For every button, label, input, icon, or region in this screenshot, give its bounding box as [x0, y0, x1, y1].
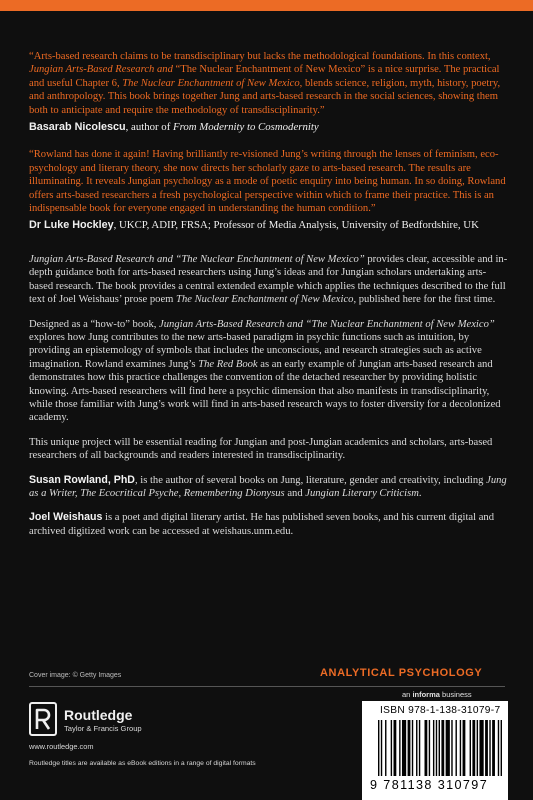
publisher-website: www.routledge.com — [29, 742, 94, 751]
quote-nicolescu: “Arts-based research claims to be transdisciplinary but lacks the methodological foundations. In this context, Jungian Arts-Based Research and “The Nuclear Enchantment of New Mexico” is a nice surprise. The practical and useful Chapter 6, The Nuclear Enchantment of New Mexico, blends science, religion, myth, history, poetry, and anthropology. This book brings together Jung and arts-based research in the social sciences, showing them both to anticipate and require the methodology of transdisciplinarity.” — [29, 51, 501, 116]
description-paragraph-1: Jungian Arts-Based Research and “The Nuclear Enchantment of New Mexico” provides clear, accessible and in-depth guidance both for arts-based researchers using Jung’s ideas and for Jungian scholars undertaking arts-based research. The book provides a central extended example which applies the techniques described to the full text of Joel Weishaus’ prose poem The Nuclear Enchantment of New Mexico, published here for the first time. — [29, 253, 508, 306]
barcode-panel — [362, 701, 508, 800]
author-bio-rowland: Susan Rowland, PhD, is the author of several books on Jung, literature, gender and creativity, including Jung as a Writer, The Ecocritical Psyche, Remembering Dionysus and Jungian Literary Criticism. — [29, 473, 507, 499]
back-cover-text — [29, 50, 509, 538]
description-paragraph-2: Designed as a “how-to” book, Jungian Arts-Based Research and “The Nuclear Enchantment of New Mexico” explores how Jung contributes to the new arts-based paradigm in psychic functions such as intuition, by providing an epistemology of symbols that includes the unconscious, and research strategies such as active imagination. Rowland examines Jung’s The Red Book as an early example of Jungian arts-based research and demonstrates how this practice challenges the convention of the detached researcher by providing holistic knowing. Arts-based researchers will find here a psychic dimension that also manifests in transdisciplinarity, while those familiar with Jung’s work will find in arts-based research ways to foster diversity for a decolonized academy. — [29, 318, 501, 424]
top-accent-bar — [0, 0, 533, 11]
quote-attribution-hockley: Dr Luke Hockley, UKCP, ADIP, FRSA; Professor of Media Analysis, University of Bedfordshire, UK — [29, 219, 479, 232]
informa-business-label: an informa business — [402, 690, 472, 699]
quote-attribution-nicolescu: Basarab Nicolescu, author of From Modernity to Cosmodernity — [29, 121, 319, 134]
publisher-group: Taylor & Francis Group — [64, 724, 142, 733]
quote-hockley: “Rowland has done it again! Having brilliantly re-visioned Jung’s writing through the lenses of feminism, eco-psychology and literary theory, she now directs her scholarly gaze to arts-based research. The results are illuminating. It reveals Jungian psychology as a mode of poetic enquiry into being human. In so doing, Rowland offers arts-based researchers a fresh psychological perspective within which to frame their practice. This is an indispensable book for everyone engaged in understanding the human condition.” — [29, 149, 506, 215]
description-paragraph-3: This unique project will be essential reading for Jungian and post-Jungian academics and scholars, arts-based researchers of all backgrounds and readers interested in transdisciplinarity. — [29, 436, 493, 462]
ean-digits: 9 781138 310797 — [370, 778, 489, 792]
publisher-name: Routledge — [64, 707, 133, 723]
author-bio-weishaus: Joel Weishaus is a poet and digital literary artist. He has published seven books, and his current digital and archived digitized work can be accessed at weishaus.unm.edu. — [29, 511, 494, 537]
subject-category: ANALYTICAL PSYCHOLOGY — [320, 667, 483, 679]
footer-divider — [29, 686, 505, 687]
ebook-note: Routledge titles are available as eBook editions in a range of digital formats — [29, 760, 256, 767]
publisher-block — [29, 702, 179, 744]
routledge-logo-icon — [29, 702, 57, 736]
cover-image-credit: Cover image: © Getty Images — [29, 672, 122, 679]
isbn-number: ISBN 978-1-138-31079-7 — [380, 705, 501, 716]
barcode-icon — [378, 720, 502, 776]
